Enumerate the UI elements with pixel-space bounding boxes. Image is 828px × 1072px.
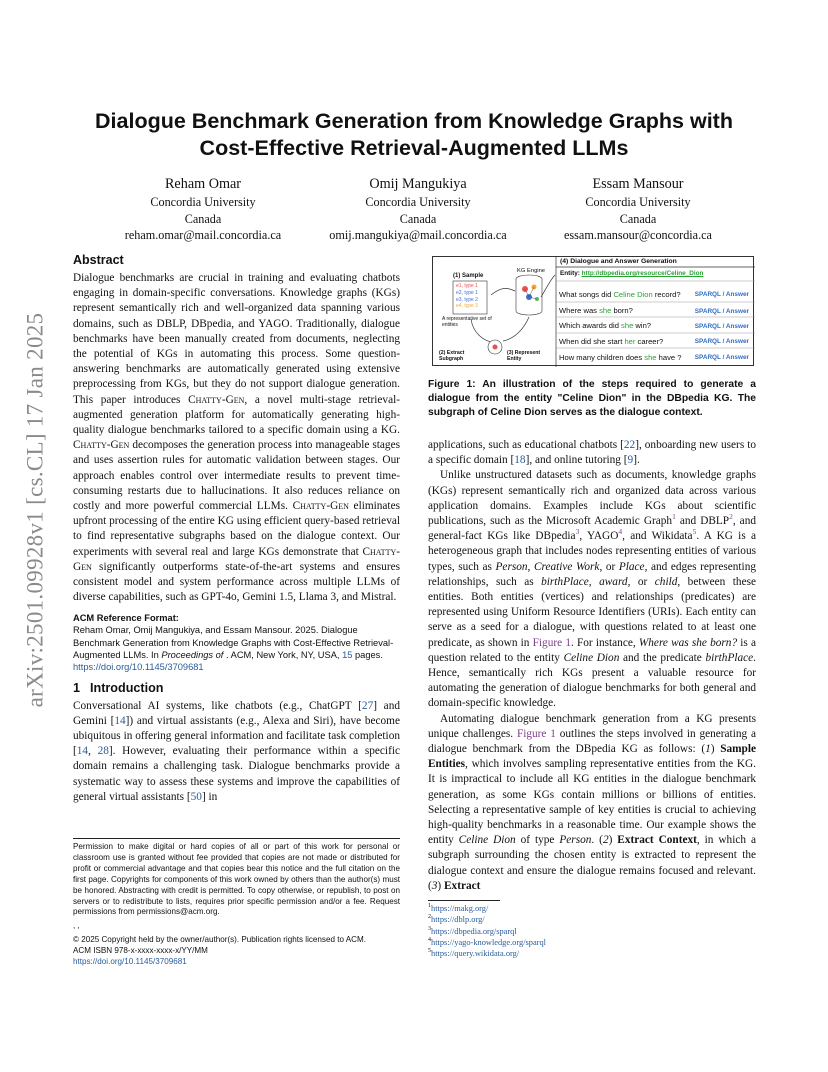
intro-part: ]) and virtual assistants (e.g., Alexa and Siri), have become ubiquitous in offering general information and facilitate task completion [ xyxy=(73,714,400,758)
footnote-marker[interactable]: 3 xyxy=(575,527,580,537)
body-part: . Hence, semantically rich KGs present a valuable resource for automating the generation of dialogue benchmarks for both general and domain-specific knowledge. xyxy=(428,651,756,710)
body-part: Automating dialogue benchmark generation from a KG presents unique challenges. xyxy=(428,712,756,740)
abstract-text xyxy=(73,271,400,605)
figure-question xyxy=(559,337,663,346)
figure-step-3-label: (3) Represent Entity xyxy=(507,350,541,363)
body-part: . ( xyxy=(591,834,603,847)
author-country: Canada xyxy=(399,211,437,226)
footnote-number: 2 xyxy=(428,914,431,921)
figure-type: e4, type 3 xyxy=(456,303,478,310)
footnotes xyxy=(428,903,756,959)
body-emphasis: Celine Dion xyxy=(563,651,620,664)
footnote-link[interactable]: https://makg.org/ xyxy=(431,904,489,913)
question-part: What songs did xyxy=(559,290,614,299)
right-column xyxy=(428,438,756,894)
citation-link[interactable]: 14 xyxy=(76,745,89,758)
step-number: 2 xyxy=(602,834,609,847)
figure-question xyxy=(559,321,651,330)
footnote xyxy=(428,926,756,937)
permission-block xyxy=(73,842,400,968)
citation-link[interactable]: 27 xyxy=(361,699,374,712)
body-emphasis: birthPlace xyxy=(705,651,754,664)
body-part: ) xyxy=(710,743,721,756)
question-part: Where was xyxy=(559,306,600,315)
body-emphasis: Creative Work xyxy=(533,560,600,573)
system-name: Chatty-Gen xyxy=(292,500,349,513)
footnote xyxy=(428,948,756,959)
body-part: ], and online tutoring [ xyxy=(525,454,628,467)
body-part: of type xyxy=(515,834,560,847)
left-column xyxy=(73,252,400,805)
author-country: Canada xyxy=(184,211,222,226)
body-paragraph xyxy=(428,438,756,468)
intro-paragraph: Conversational AI systems, like chatbots (e.g., ChatGPT [27] and Gemini [14]) and virtual assistants (e.g., Alexa and Siri), have become ubiquitous in offering general information and facilitate task completion [14, 28]. However, evaluating their performance within a specific domain remains a challenging task. Dialogue benchmarks provide a systematic way to assess these systems and improve the capabilities of general virtual assistants [50] in xyxy=(73,699,400,803)
footnote-number: 3 xyxy=(428,925,431,932)
body-part: , which involves sampling representative entities from the KG. It is impractical to include all KG entities in the dialogue benchmark generation, as some KGs contain millions or billions of entities. Selecting a representative sample of key entities is crucial to achieving high-quality benchmarks in a reasonable time. Our example shows the entity xyxy=(428,758,756,847)
figure-1-link[interactable]: Figure 1 xyxy=(532,636,571,649)
question-part: have ? xyxy=(656,353,682,362)
permission-venue: , , xyxy=(73,921,80,931)
body-part: ) xyxy=(608,834,618,847)
step-name: Sample Entities xyxy=(428,743,756,771)
footnote-link[interactable]: https://dblp.org/ xyxy=(431,915,485,925)
body-paragraph: Unlike unstructured datasets such as documents, knowledge graphs (KGs) represent semantically rich and organized data across various application domains. Examples include KGs about scientific publications, such as the Microsoft Academic Graph$^1$ and DBLP$^2$, and general-fact KGs like DBpedia$^3$, YAGO$^4$, and Wikidata$^5$. A KG is a heterogeneous graph that includes nodes representing entities of various types, such as Person, Creative Work, or Place, and edges representing relationships, such as birthPlace, award, or child, between these entities. Both entities (vertices) and relationships (predicates) are represented using Uniform Resource Identifiers (URIs). Each entity can serve as a seed for a dialogue, with questions related to at least one predicate, as shown in Figure 1. For instance, Where was she born? is a question related to the entity Celine Dion and the predicate birthPlace. Hence, semantically rich KGs present a valuable resource for automating the generation of dialogue benchmarks for both general and domain-specific knowledge. xyxy=(428,469,757,710)
figure-step-1-label: (1) Sample xyxy=(453,273,484,279)
citation-link[interactable]: 14 xyxy=(114,714,126,727)
footnote-number: 5 xyxy=(428,948,431,955)
figure-representative-label: A representative set of entities xyxy=(442,316,492,328)
intro-part: ] in xyxy=(201,790,218,803)
body-part: , and edges representing relationships, such as xyxy=(428,560,756,588)
figure-entity xyxy=(560,270,703,278)
body-part: , YAGO xyxy=(579,530,619,543)
footnote-link[interactable]: https://dbpedia.org/sparql xyxy=(431,926,517,936)
body-part: ]. xyxy=(633,454,640,467)
body-part: , and general-fact KGs like DBpedia xyxy=(428,515,756,543)
author-2 xyxy=(328,175,508,244)
figure-answer-label: SPARQL / Answer xyxy=(694,338,749,345)
figure-answer-label: SPARQL / Answer xyxy=(694,308,749,315)
body-part: outlines the steps involved in generating a dialogue benchmark from the DBpedia KG as follows: ( xyxy=(428,727,756,756)
figure-answer-label: SPARQL / Answer xyxy=(694,354,749,361)
footnote-marker[interactable]: 4 xyxy=(618,527,623,537)
body-part: ], onboarding new users to a specific domain [ xyxy=(428,439,756,467)
body-emphasis: Celine Dion xyxy=(458,834,516,847)
intro-part: Conversational AI systems, like chatbots (e.g., ChatGPT [ xyxy=(73,699,362,712)
body-part: and DBLP xyxy=(675,515,730,528)
citation-link[interactable]: 50 xyxy=(190,790,202,803)
figure-entity-url: http://dbpedia.org/resource/Celine_Dion xyxy=(581,270,704,277)
question-part: career? xyxy=(635,337,664,346)
copyright-line: © 2025 Copyright held by the owner/author(s). Publication rights licensed to ACM. xyxy=(73,935,366,945)
body-part: applications, such as educational chatbots [ xyxy=(428,439,624,451)
acm-reference-heading: ACM Reference Format: xyxy=(73,613,179,624)
figure-step-2-label: (2) Extract Subgraph xyxy=(439,350,465,363)
acm-doi-link[interactable]: https://doi.org/10.1145/3709681 xyxy=(73,662,204,673)
body-part: . A KG is a heterogeneous graph that includes nodes representing entities of various types, such as xyxy=(428,530,756,573)
body-emphasis: Person xyxy=(559,834,592,847)
figure-type: e3, type 2 xyxy=(456,296,478,303)
figure-1 xyxy=(432,256,754,366)
body-emphasis: award xyxy=(599,575,628,588)
author-email[interactable]: reham.omar@mail.concordia.ca xyxy=(124,228,282,242)
author-name: Essam Mansour xyxy=(592,176,684,192)
footnote-marker[interactable]: 5 xyxy=(692,527,697,537)
body-part: . For instance, xyxy=(570,636,639,649)
body-emphasis: Where was she born? xyxy=(638,636,738,649)
question-part: win? xyxy=(633,321,652,330)
author-3 xyxy=(543,175,733,244)
body-part: , between these entities. Both entities (vertices) and relationships (predicates) are represented using Uniform Resource Identifiers (URIs). Each entity can serve as a seed for a dialogue, with questions related to at least one predicate, as shown in xyxy=(428,575,756,649)
body-part: ) xyxy=(437,879,445,892)
figure-type: e2, type 1 xyxy=(456,289,478,296)
abstract-part: significantly outperforms state-of-the-art systems and ensures consistent model and system performance across multiple LLMs of diverse capabilities, such as GPT-4o, Gemini 1.5, Llama 3, and Mistral. xyxy=(73,560,400,604)
body-part: Unlike unstructured datasets such as documents, knowledge graphs (KGs) represent semantically rich and organized data across various application domains. Examples include KGs about scientific publications, such as the Microsoft Academic Graph xyxy=(428,469,756,528)
question-part: record? xyxy=(652,290,681,299)
author-country: Canada xyxy=(619,211,657,226)
paper-title xyxy=(60,108,768,162)
section-title: Introduction xyxy=(90,680,164,695)
figure-caption: Figure 1: An illustration of the steps required to generate a dialogue from the entity "Celine Dion" in the DBpedia KG. The subgraph of Celine Dion serves as the dialogue context. xyxy=(428,379,756,419)
footnote-marker[interactable]: 2 xyxy=(729,512,733,522)
arxiv-id: arXiv:2501.09928v1 [cs.CL] 17 Jan 2025 xyxy=(22,312,47,708)
permission-divider xyxy=(73,838,400,839)
figure-kg-engine-label: KG Engine xyxy=(517,268,546,274)
permission-text: Permission to make digital or hard copies of all or part of this work for personal or classroom use is granted without fee provided that copies are not made or distributed for profit or commercial advantage and that copies bear this notice and the full citation on the first page. Copyrights for components of this work owned by others than the author(s) must be honored. Abstracting with credit is permitted. To copy otherwise, or republish, to post on servers or to redistribute to lists, requires prior specific permission and/or a fee. Request permissions from permissions@acm.org. xyxy=(73,842,400,917)
body-part: , in which a subgraph surrounding the chosen entity is extracted to represent the dialogue context and ensure the dialogue remains focused and relevant. ( xyxy=(428,834,756,892)
citation-link[interactable]: 22 xyxy=(623,439,636,451)
abstract-part: eliminates upfront processing of the entire KG using efficient query-based retrieval to find representative subgraphs based on the dialogue context. Our experiments with several real and large KGs demonstrate that xyxy=(73,500,400,558)
system-name: Chatty-Gen xyxy=(73,439,130,452)
author-name: Reham Omar xyxy=(164,176,242,192)
abstract-part: Dialogue benchmarks are crucial in training and evaluating chatbots engaging in domain-specific conversations. Knowledge graphs (KGs) represent semantically rich and well-organized data spanning various domains, such as DBLP, DBpedia, and YAGO. Traditionally, dialogue benchmarks have been manually created from documents, neglecting the potential of KGs in automating this process. Some question-answering benchmarks are automatically generated using extensive preprocessing from KGs, but they do not support dialogue generation. This paper introduces xyxy=(73,272,400,406)
question-part: Which awards did xyxy=(559,321,622,330)
footnote-link[interactable]: https://query.wikidata.org/ xyxy=(431,949,520,959)
permission-doi-link[interactable]: https://doi.org/10.1145/3709681 xyxy=(73,957,187,967)
author-name: Omij Mangukiya xyxy=(369,176,467,192)
author-email[interactable]: essam.mansour@concordia.ca xyxy=(564,228,712,242)
acm-part: . ACM, New York, NY, USA, xyxy=(223,650,343,661)
acm-part: Reham Omar, Omij Mangukiya, and Essam Mansour. 2025. Dialogue Benchmark Generation from Knowledge Graphs with Cost-Effective Retrieval-Augmented LLMs. In xyxy=(73,625,394,661)
section-number: 1 xyxy=(73,680,81,695)
author-block xyxy=(73,175,763,245)
figure-question xyxy=(559,353,681,362)
acm-reference-text xyxy=(73,624,400,673)
footnote-number: 1 xyxy=(428,903,431,910)
section-heading xyxy=(73,680,400,696)
question-part: born? xyxy=(611,306,633,315)
step-number: 1 xyxy=(705,743,711,756)
citation-link[interactable]: 18 xyxy=(514,454,526,467)
step-name: Extract xyxy=(444,879,481,892)
citation-link[interactable]: 9 xyxy=(627,454,634,467)
figure-1-link[interactable]: Figure 1 xyxy=(516,727,556,740)
footnote-marker[interactable]: 1 xyxy=(672,512,676,522)
question-part: When did she start xyxy=(559,337,625,346)
figure-question xyxy=(559,306,633,315)
body-paragraph xyxy=(428,712,756,894)
citation-link[interactable]: 28 xyxy=(97,745,109,758)
footnote xyxy=(428,914,756,925)
figure-question xyxy=(559,290,681,299)
question-entity: she xyxy=(621,321,634,330)
abstract-heading: Abstract xyxy=(73,253,124,267)
figure-entity-label: Entity: xyxy=(560,270,582,277)
intro-part: ]. However, evaluating their performance within a specific domain remains a challenging task. Dialogue benchmarks provide a systematic way to assess these systems and improve the capabilities of general virtual assistants [ xyxy=(73,745,400,803)
acm-pages-link[interactable]: 15 xyxy=(342,650,353,661)
body-emphasis: child xyxy=(654,575,678,588)
author-affiliation: Concordia University xyxy=(150,195,256,209)
figure-type: e1, type 1 xyxy=(456,283,478,289)
body-part: , and Wikidata xyxy=(622,530,693,543)
step-number: 3 xyxy=(431,879,438,892)
footnote-link[interactable]: https://yago-knowledge.org/sparql xyxy=(431,937,546,947)
body-emphasis: Person xyxy=(495,560,528,573)
abstract-part: decomposes the generation process into manageable stages and uses assertion rules for automatic validation between stages. Our approach enables control over intermediate results to prevent time-consuming restarts due to hallucinations. It also reduces reliance on costly and more powerful commercial LLMs. xyxy=(73,439,400,513)
system-name: Chatty-Gen xyxy=(188,393,245,406)
footnote xyxy=(428,903,756,914)
title-line-1: Dialogue Benchmark Generation from Knowledge Graphs with xyxy=(95,109,733,133)
step-name: Extract Context xyxy=(617,834,697,847)
question-entity: she xyxy=(599,306,612,315)
abstract-part: , a novel multi-stage retrieval-augmented generation platform for automatically generating high-quality dialogue benchmarks tailored to a specific domain using a KG. xyxy=(73,393,400,437)
figure-answer-label: SPARQL / Answer xyxy=(694,323,749,330)
figure-type-list xyxy=(456,283,478,310)
question-entity: her xyxy=(624,337,636,346)
body-part: and the predicate xyxy=(619,651,706,664)
acm-proceedings: Proceedings of xyxy=(161,650,224,661)
acm-part: pages. xyxy=(352,650,383,661)
title-line-2: Cost-Effective Retrieval-Augmented LLMs xyxy=(199,136,629,160)
arxiv-stamp xyxy=(10,275,60,745)
footnote-divider xyxy=(428,900,500,901)
intro-part: ] and Gemini [ xyxy=(73,699,400,727)
body-emphasis: Place xyxy=(618,560,645,573)
footnote-number: 4 xyxy=(428,937,431,944)
body-part: is a question related to the entity xyxy=(428,636,757,664)
system-name: Chatty-Gen xyxy=(73,545,400,573)
question-entity: she xyxy=(644,353,657,362)
isbn-line: ACM ISBN 978-x-xxxx-xxxx-x/YY/MM xyxy=(73,946,208,956)
footnote xyxy=(428,937,756,948)
body-emphasis: birthPlace xyxy=(541,575,589,588)
figure-answer-label: SPARQL / Answer xyxy=(694,291,749,298)
question-entity: Celine Dion xyxy=(613,290,653,299)
author-affiliation: Concordia University xyxy=(365,195,471,209)
author-email[interactable]: omij.mangukiya@mail.concordia.ca xyxy=(329,228,507,242)
author-1 xyxy=(113,175,293,244)
question-part: How many children does xyxy=(559,353,645,362)
figure-step-4-label: (4) Dialogue and Answer Generation xyxy=(560,258,677,265)
author-affiliation: Concordia University xyxy=(585,195,691,209)
